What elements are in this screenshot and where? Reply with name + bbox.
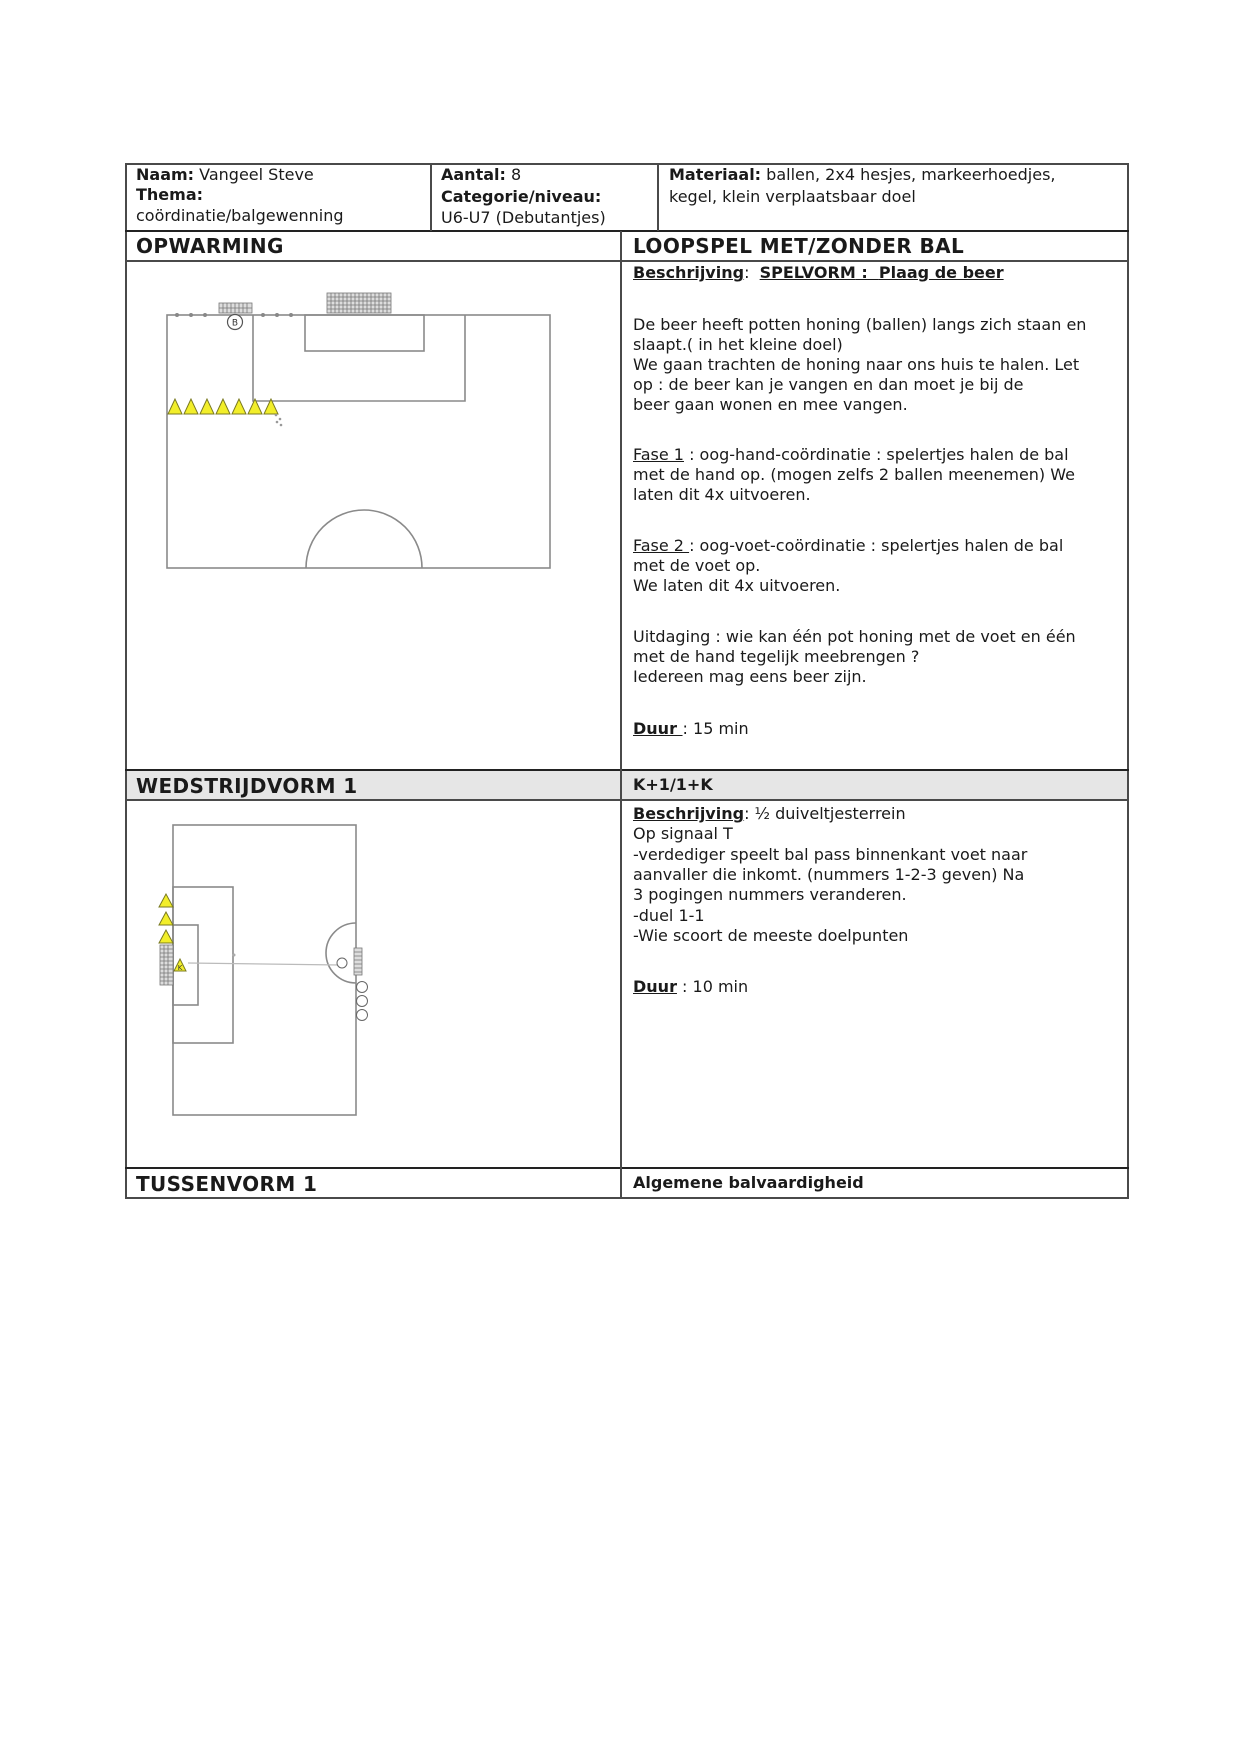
fase2-label: Fase 2 — [633, 536, 690, 555]
description-line: Op signaal T — [633, 824, 733, 843]
column-divider — [620, 231, 622, 1198]
ball-icon — [261, 313, 265, 317]
center-circle — [326, 923, 356, 983]
svg-text:K: K — [177, 964, 183, 972]
fase1-line — [633, 445, 1069, 465]
section-title-wedstrijdvorm: WEDSTRIJDVORM 1 — [136, 774, 358, 798]
beschrijving-line — [633, 804, 906, 824]
fase2-text: : oog-voet-coördinatie : spelertjes halen de bal — [689, 536, 1064, 555]
duur-value: : 15 min — [682, 719, 749, 738]
column-divider — [430, 163, 432, 231]
section-title-tussenvorm: TUSSENVORM 1 — [136, 1172, 318, 1196]
table-border-right — [1127, 163, 1129, 1198]
cone-icon — [159, 912, 173, 925]
beschrijving-line: Beschrijving: SPELVORM : Plaag de beer — [633, 263, 1004, 282]
fase1-label: Fase 1 — [633, 445, 684, 464]
aantal-line — [441, 165, 521, 185]
section-subtitle-tussenvorm: Algemene balvaardigheid — [633, 1173, 864, 1192]
ball-icon — [289, 313, 293, 317]
cone-icon — [184, 399, 198, 414]
bear-zone — [253, 315, 465, 401]
description-line: op : de beer kan je vangen en dan moet je bij de — [633, 375, 1024, 394]
categorie-label: Categorie/niveau: — [441, 187, 602, 206]
materiaal-line — [669, 165, 1056, 185]
aantal-value: 8 — [511, 165, 522, 184]
fase1-text: : oog-hand-coördinatie : spelertjes halen de bal — [683, 445, 1069, 464]
row-divider — [125, 1167, 1129, 1169]
attacker-icon — [337, 958, 347, 968]
section-title-opwarming: OPWARMING — [136, 234, 284, 258]
cone-icon — [200, 399, 214, 414]
cone-icon — [232, 399, 246, 414]
section-subtitle-wedstrijdvorm: K+1/1+K — [633, 775, 713, 794]
cone-column — [159, 894, 173, 943]
materiaal-value: ballen, 2x4 hesjes, markeerhoedjes, — [766, 165, 1056, 184]
description-line: met de hand op. (mogen zelfs 2 ballen meenemen) We — [633, 465, 1075, 484]
right-goal — [354, 948, 362, 975]
thema-value: coördinatie/balgewenning — [136, 206, 344, 225]
description-line: met de voet op. — [633, 556, 761, 575]
ball-icon — [175, 313, 179, 317]
duur-label: Duur — [633, 977, 677, 996]
cone-icon — [216, 399, 230, 414]
left-goal — [160, 945, 173, 985]
player-icon — [357, 996, 368, 1007]
penalty-box — [305, 315, 424, 351]
categorie-value: U6-U7 (Debutantjes) — [441, 208, 606, 227]
beschrijving-label: Beschrijving — [633, 804, 745, 823]
cone-icon — [159, 930, 173, 943]
bear-player-icon — [228, 315, 243, 330]
description-line: beer gaan wonen en mee vangen. — [633, 395, 908, 414]
table-border-left — [125, 163, 127, 1198]
aantal-label: Aantal: — [441, 165, 506, 184]
warmup-field-diagram — [160, 285, 560, 585]
description-line: met de hand tegelijk meebrengen ? — [633, 647, 920, 666]
thema-label: Thema: — [136, 185, 204, 204]
cone-icon — [168, 399, 182, 414]
spelvorm-name: Plaag de beer — [878, 263, 1004, 282]
duur-line — [633, 977, 748, 997]
small-goal — [219, 303, 252, 313]
description-line: aanvaller die inkomt. (nummers 1-2-3 geven) Na — [633, 865, 1025, 884]
description-line: -verdediger speelt bal pass binnenkant voet naar — [633, 845, 1028, 864]
description-line: We laten dit 4x uitvoeren. — [633, 576, 841, 595]
naam-line — [136, 165, 314, 185]
match-field-diagram — [150, 815, 390, 1115]
large-goal — [327, 293, 391, 313]
naam-value: Vangeel Steve — [199, 165, 314, 184]
cone-icon — [159, 894, 173, 907]
center-circle — [306, 510, 422, 568]
field-outline — [173, 825, 356, 1115]
materiaal-value-2: kegel, klein verplaatsbaar doel — [669, 187, 916, 206]
description-line: laten dit 4x uitvoeren. — [633, 485, 811, 504]
svg-text:B: B — [231, 318, 239, 329]
description-line: -Wie scoort de meeste doelpunten — [633, 926, 909, 945]
row-divider — [125, 799, 1129, 801]
waiting-players — [357, 982, 368, 1021]
naam-label: Naam: — [136, 165, 195, 184]
description-line: 3 pogingen nummers veranderen. — [633, 885, 907, 904]
field-outline — [167, 315, 550, 568]
duur-line — [633, 719, 749, 739]
keeper-marker — [174, 959, 186, 972]
description-line: De beer heeft potten honing (ballen) langs zich staan en — [633, 315, 1087, 334]
description-line: We gaan trachten de honing naar ons huis te halen. Let — [633, 355, 1080, 374]
duur-value: : 10 min — [676, 977, 749, 996]
description-line: Uitdaging : wie kan één pot honing met de voet en één — [633, 627, 1076, 646]
column-divider — [657, 163, 659, 231]
fase2-line — [633, 536, 1063, 556]
description-line: slaapt.( in het kleine doel) — [633, 335, 843, 354]
duur-label: Duur — [633, 719, 683, 738]
beschrijving-label: Beschrijving — [633, 263, 745, 282]
player-icon — [357, 982, 368, 993]
materiaal-label: Materiaal: — [669, 165, 762, 184]
description-line: -duel 1-1 — [633, 906, 705, 925]
ball-icon — [233, 954, 236, 957]
description-line: Iedereen mag eens beer zijn. — [633, 667, 867, 686]
section-title-loopspel: LOOPSPEL MET/ZONDER BAL — [633, 234, 965, 258]
beschrijving-value: : ½ duiveltjesterrein — [744, 804, 906, 823]
row-divider — [125, 230, 1129, 232]
row-divider — [125, 260, 1129, 262]
players-marker — [275, 414, 283, 427]
ball-icon — [275, 313, 279, 317]
ball-icon — [203, 313, 207, 317]
pass-line — [188, 963, 340, 965]
player-icon — [357, 1010, 368, 1021]
spelvorm-label: SPELVORM — [759, 263, 856, 282]
table-border-bottom — [125, 1197, 1129, 1199]
ball-icon — [189, 313, 193, 317]
